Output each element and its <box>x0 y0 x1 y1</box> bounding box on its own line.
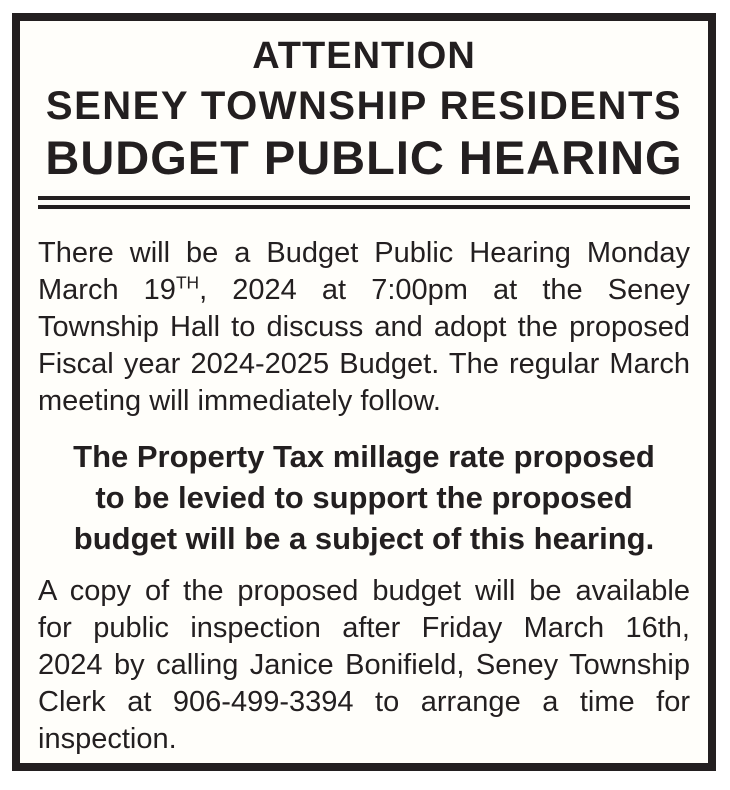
text-line-with-phone <box>38 684 690 721</box>
phone-text-after: to arrange a time for <box>353 686 690 718</box>
header-township-residents: SENEY TOWNSHIP RESIDENTS <box>45 84 683 128</box>
millage-paragraph <box>38 436 690 559</box>
public-notice-box <box>12 13 716 771</box>
text-line: The Property Tax millage rate proposed <box>73 439 655 474</box>
text-line-with-date <box>38 272 690 309</box>
text-line: to be levied to support the proposed <box>95 480 633 515</box>
inspection-paragraph <box>38 573 690 758</box>
phone-number: 906-499-3394 <box>172 686 354 718</box>
date-text-before: March 19 <box>38 274 176 306</box>
text-line: meeting will immediately follow. <box>38 385 441 417</box>
header-budget-public-hearing: BUDGET PUBLIC HEARING <box>45 131 683 184</box>
text-line: for public inspection after Friday March 16th, <box>38 612 690 644</box>
text-line: Township Hall to discuss and adopt the proposed <box>38 311 690 343</box>
text-line: There will be a Budget Public Hearing Monday <box>38 237 690 269</box>
hearing-paragraph <box>38 235 690 420</box>
date-text-after: , 2024 at 7:00pm at the Seney <box>199 274 690 306</box>
text-line: budget will be a subject of this hearing. <box>73 521 655 556</box>
text-line: A copy of the proposed budget will be available <box>38 575 690 607</box>
text-line: inspection. <box>38 723 177 755</box>
date-ordinal-superscript: TH <box>175 272 200 293</box>
text-line: Fiscal year 2024-2025 Budget. The regular March <box>38 348 690 380</box>
text-line: 2024 by calling Janice Bonifield, Seney Township <box>38 649 690 681</box>
notice-header <box>38 31 690 185</box>
double-rule-divider <box>38 196 690 209</box>
header-attention: ATTENTION <box>252 35 476 77</box>
phone-text-before: Clerk at <box>38 686 173 718</box>
